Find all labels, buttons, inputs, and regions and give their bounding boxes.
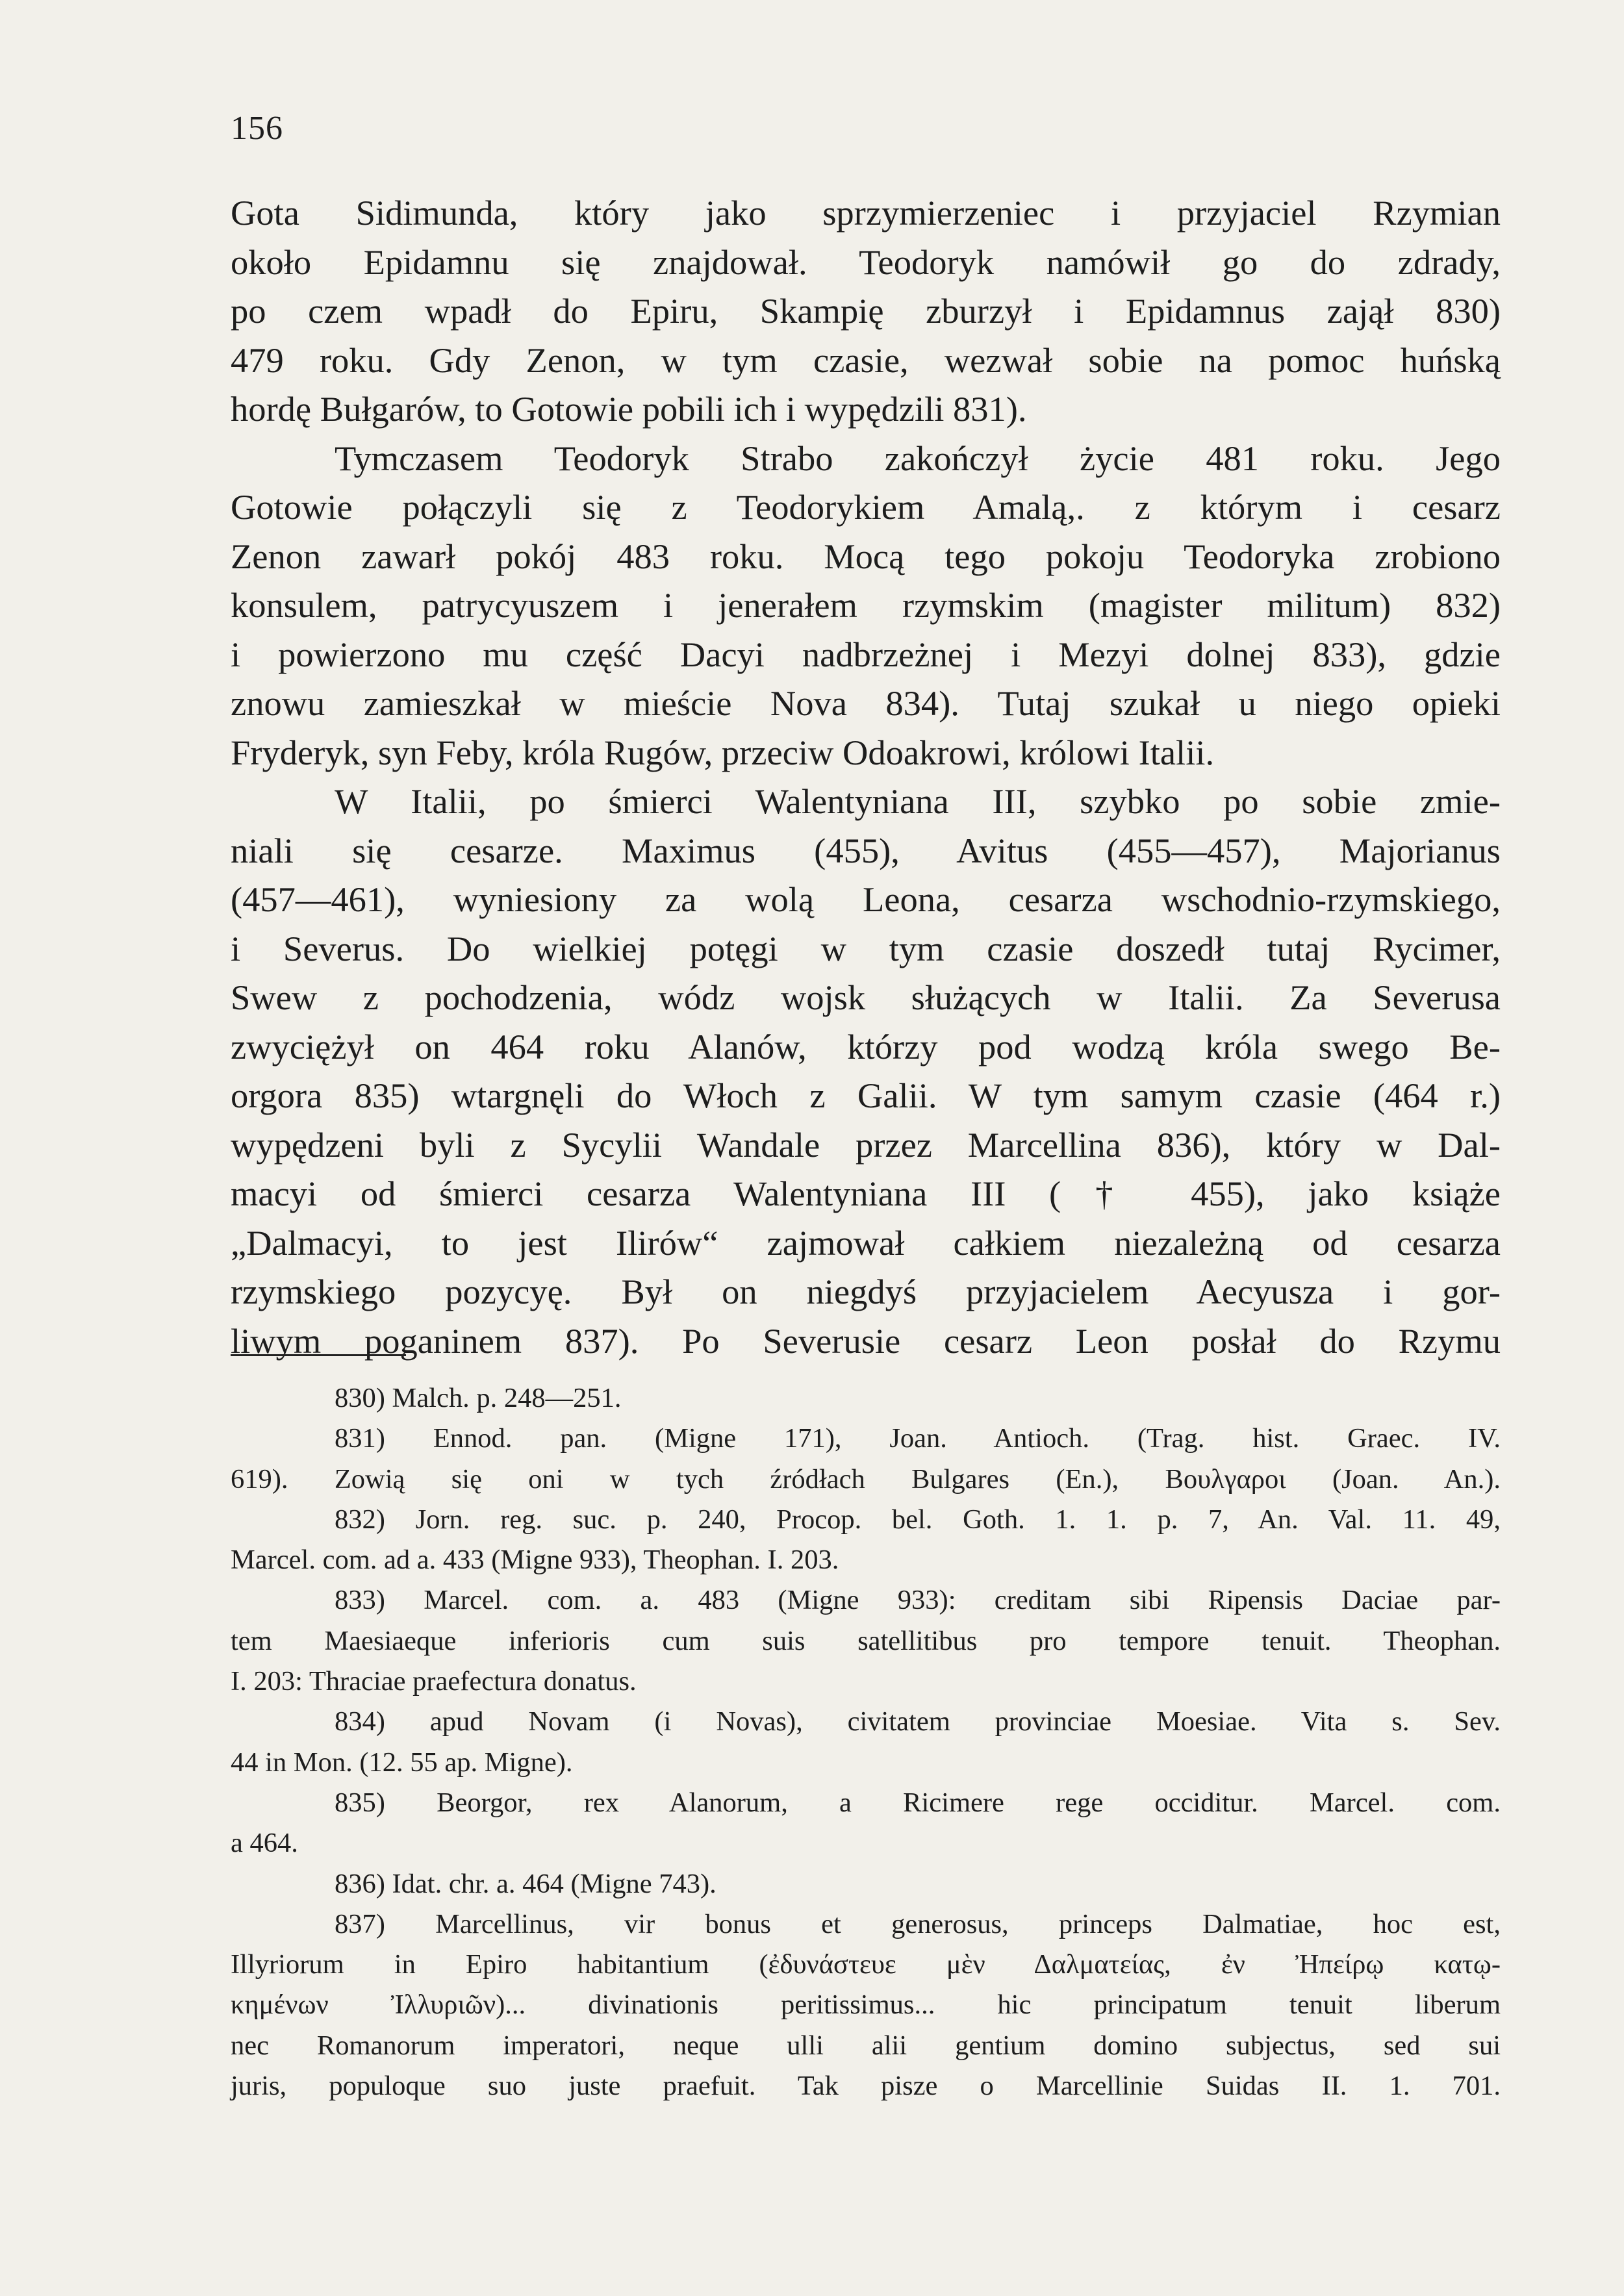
body-line: około Epidamnu się znajdował. Teodoryk namówił go do zdrady, [231,242,1501,282]
footnote-line: a 464. [231,1828,298,1859]
body-line: zwyciężył on 464 roku Alanów, którzy pod wodzą króla swego Be- [231,1026,1501,1066]
body-line: hordę Bułgarów, to Gotowie pobili ich i wypędzili 831). [231,389,1027,429]
footnote-line: Marcel. com. ad a. 433 (Migne 933), Theophan. I. 203. [231,1545,839,1576]
footnote-line: 830) Malch. p. 248—251. [335,1383,622,1413]
body-line: niali się cesarze. Maximus (455), Avitus (455—457), Majorianus [231,830,1501,870]
footnote-line: 832) Jorn. reg. suc. p. 240, Procop. bel. Goth. 1. 1. p. 7, An. Val. 11. 49, [335,1504,1501,1535]
footnote-line: κημένων Ἰλλυριῶν)... divinationis peritissimus... hic principatum tenuit liberum [231,1989,1501,2021]
footnote-line: nec Romanorum imperatori, neque ulli alii gentium domino subjectus, sed sui [231,2030,1501,2061]
body-line: Gota Sidimunda, który jako sprzymierzeniec i przyjaciel Rzymian [231,193,1501,233]
body-line: po czem wpadł do Epiru, Skampię zburzył i Epidamnus zajął 830) [231,291,1501,331]
body-line: (457—461), wyniesiony za wolą Leona, cesarza wschodnio-rzymskiego, [231,879,1501,919]
body-line: 479 roku. Gdy Zenon, w tym czasie, wezwał sobie na pomoc huńską [231,340,1501,380]
footnote-line: Illyriorum in Epiro habitantium (ἐδυνάστευε μὲν Δαλματείας, ἐν Ἠπείρῳ κατῳ- [231,1949,1501,1980]
body-line: „Dalmacyi, to jest Ilirów“ zajmował całkiem niezależną od cesarza [231,1222,1501,1263]
footnote-line: 44 in Mon. (12. 55 ap. Migne). [231,1747,573,1778]
body-line: Tymczasem Teodoryk Strabo zakończył życie 481 roku. Jego [335,438,1501,478]
body-line: i Severus. Do wielkiej potęgi w tym czasie doszedł tutaj Rycimer, [231,928,1501,968]
body-line: konsulem, patrycyuszem i jenerałem rzymskim (magister militum) 832) [231,585,1501,625]
footnotes [231,1378,1501,2106]
page-number: 156 [231,110,283,147]
footnote-line: juris, populoque suo juste praefuit. Tak pisze o Marcellinie Suidas II. 1. 701. [231,2071,1501,2102]
body-text [231,188,1501,1365]
footnote-line: 831) Ennod. pan. (Migne 171), Joan. Antioch. (Trag. hist. Graec. IV. [335,1423,1501,1454]
footnote-line: 619). Zowią się oni w tych źródłach Bulgares (En.), Βουλγαροι (Joan. An.). [231,1463,1501,1495]
body-line: liwym poganinem 837). Po Severusie cesarz Leon posłał do Rzymu [231,1320,1501,1361]
body-line: W Italii, po śmierci Walentyniana III, szybko po sobie zmie- [335,781,1501,821]
body-line: Swew z pochodzenia, wódz wojsk służących w Italii. Za Severusa [231,978,1501,1017]
footnote-line: 833) Marcel. com. a. 483 (Migne 933): creditam sibi Ripensis Daciae par- [335,1585,1501,1616]
body-line: orgora 835) wtargnęli do Włoch z Galii. W tym samym czasie (464 r.) [231,1076,1501,1115]
footnote-line: 837) Marcellinus, vir bonus et generosus, princeps Dalmatiae, hoc est, [335,1908,1501,1939]
body-line: znowu zamieszkał w mieście Nova 834). Tutaj szukał u niego opieki [231,683,1501,723]
body-line: Fryderyk, syn Feby, króla Rugów, przeciw Odoakrowi, królowi Italii. [231,732,1215,772]
body-line: macyi od śmierci cesarza Walentyniana III († 455), jako książe [231,1174,1501,1213]
body-line: Zenon zawarł pokój 483 roku. Mocą tego pokoju Teodoryka zrobiono [231,536,1501,576]
footnote-line: 835) Beorgor, rex Alanorum, a Ricimere rege occiditur. Marcel. com. [335,1787,1501,1818]
body-line: wypędzeni byli z Sycylii Wandale przez Marcellina 836), który w Dal- [231,1124,1501,1165]
body-line: Gotowie połączyli się z Teodorykiem Amalą,. z którym i cesarz [231,487,1501,527]
footnote-line: 836) Idat. chr. a. 464 (Migne 743). [335,1868,717,1899]
body-line: rzymskiego pozycyę. Był on niegdyś przyjacielem Aecyusza i gor- [231,1272,1501,1311]
footnote-line: 834) apud Novam (i Novas), civitatem provinciae Moesiae. Vita s. Sev. [335,1706,1501,1737]
body-line: i powierzono mu część Dacyi nadbrzeżnej i Mezyi dolnej 833), gdzie [231,634,1501,674]
footnote-line: tem Maesiaeque inferioris cum suis satellitibus pro tempore tenuit. Theophan. [231,1625,1501,1656]
footnote-separator [231,1354,406,1356]
footnote-line: I. 203: Thraciae praefectura donatus. [231,1666,637,1697]
